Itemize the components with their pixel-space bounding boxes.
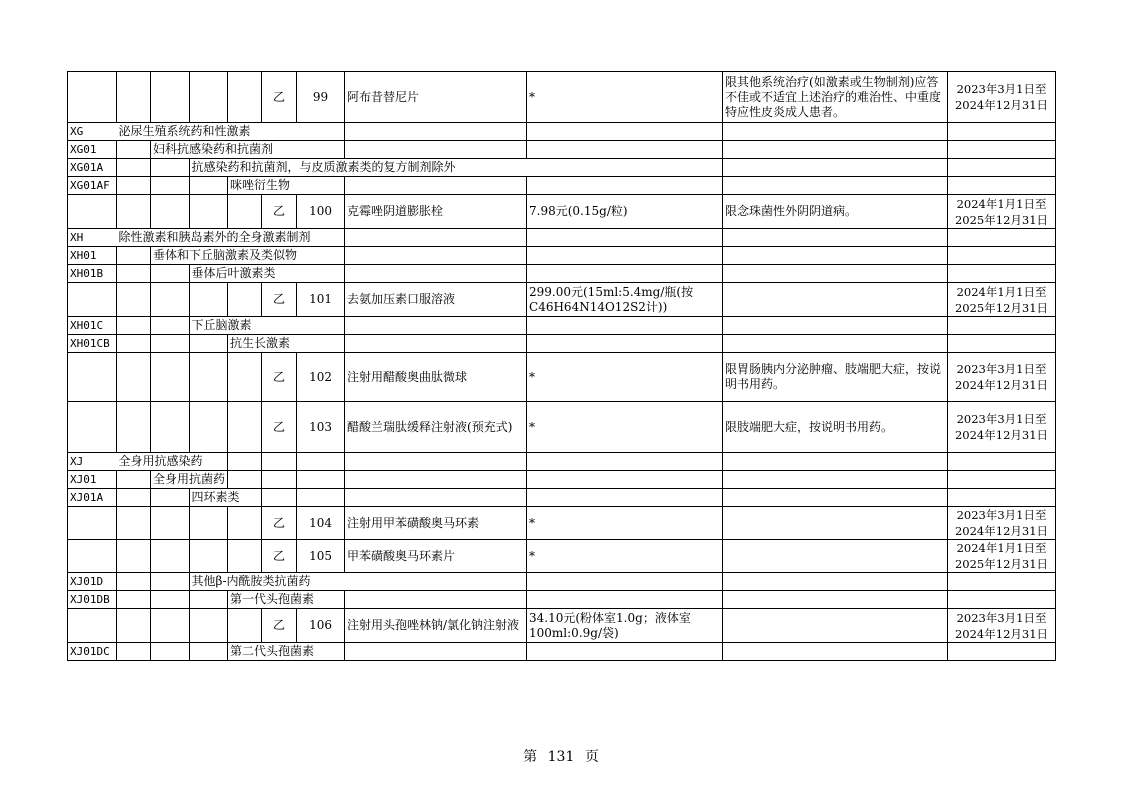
table-row bbox=[68, 195, 1056, 229]
remark-cell: 限胃肠胰内分泌肿瘤、肢端肥大症，按说明书用药。 bbox=[723, 353, 948, 402]
number-cell: 105 bbox=[297, 540, 345, 573]
category-label: 抗感染药和抗菌剂，与皮质激素类的复方制剂除外 bbox=[189, 159, 723, 177]
code-cell: XJ01A bbox=[68, 489, 117, 507]
category-label: 其他β-内酰胺类抗菌药 bbox=[189, 573, 527, 591]
page-prefix: 第 bbox=[523, 749, 538, 765]
grade-cell: 乙 bbox=[262, 402, 297, 453]
code-cell: XJ01D bbox=[68, 573, 117, 591]
number-cell: 99 bbox=[297, 72, 345, 123]
table-row bbox=[68, 335, 1056, 353]
code-cell: XG01 bbox=[68, 141, 117, 159]
price-cell: 299.00元(15ml:5.4mg/瓶(按C46H64N14O12S2计)) bbox=[527, 283, 723, 317]
code-cell: XJ01DC bbox=[68, 643, 117, 661]
grade-cell: 乙 bbox=[262, 609, 297, 643]
drug-name-cell: 阿布昔替尼片 bbox=[345, 72, 527, 123]
grade-cell: 乙 bbox=[262, 72, 297, 123]
date-cell: 2023年3月1日至2024年12月31日 bbox=[948, 609, 1056, 643]
number-cell: 100 bbox=[297, 195, 345, 229]
grade-cell: 乙 bbox=[262, 507, 297, 540]
table-row bbox=[68, 453, 1056, 471]
grade-cell: 乙 bbox=[262, 540, 297, 573]
table-row bbox=[68, 247, 1056, 265]
category-label: 下丘脑激素 bbox=[189, 317, 345, 335]
drug-name-cell: 注射用甲苯磺酸奥马环素 bbox=[345, 507, 527, 540]
table-row bbox=[68, 507, 1056, 540]
table-row bbox=[68, 402, 1056, 453]
category-label: 泌尿生殖系统药和性激素 bbox=[117, 123, 345, 141]
remark-cell bbox=[723, 540, 948, 573]
category-label: 第二代头孢菌素 bbox=[228, 643, 345, 661]
price-cell: 7.98元(0.15g/粒) bbox=[527, 195, 723, 229]
category-label: 垂体后叶激素类 bbox=[189, 265, 345, 283]
remark-cell: 限肢端肥大症，按说明书用药。 bbox=[723, 402, 948, 453]
category-label: 妇科抗感染药和抗菌剂 bbox=[151, 141, 345, 159]
number-cell: 102 bbox=[297, 353, 345, 402]
category-label: 第一代头孢菌素 bbox=[228, 591, 345, 609]
table-row bbox=[68, 229, 1056, 247]
category-label: 四环素类 bbox=[189, 489, 262, 507]
drug-catalog-table bbox=[67, 71, 1056, 661]
number-cell: 104 bbox=[297, 507, 345, 540]
price-cell: * bbox=[527, 540, 723, 573]
date-cell: 2023年3月1日至2024年12月31日 bbox=[948, 72, 1056, 123]
table-row bbox=[68, 177, 1056, 195]
code-cell: XG01AF bbox=[68, 177, 117, 195]
number-cell: 106 bbox=[297, 609, 345, 643]
table-row bbox=[68, 265, 1056, 283]
code-cell bbox=[68, 72, 117, 123]
category-label: 全身用抗感染药 bbox=[117, 453, 228, 471]
code-cell: XJ01DB bbox=[68, 591, 117, 609]
drug-name-cell: 醋酸兰瑞肽缓释注射液(预充式) bbox=[345, 402, 527, 453]
remark-cell bbox=[723, 609, 948, 643]
code-cell: XG01A bbox=[68, 159, 117, 177]
table-row bbox=[68, 283, 1056, 317]
remark-cell: 限念珠菌性外阴阴道病。 bbox=[723, 195, 948, 229]
code-cell: XH01C bbox=[68, 317, 117, 335]
price-cell: 34.10元(粉体室1.0g；液体室100ml:0.9g/袋) bbox=[527, 609, 723, 643]
category-label: 除性激素和胰岛素外的全身激素制剂 bbox=[117, 229, 345, 247]
page-number bbox=[0, 746, 1122, 766]
number-cell: 103 bbox=[297, 402, 345, 453]
date-cell: 2024年1月1日至2025年12月31日 bbox=[948, 540, 1056, 573]
price-cell: * bbox=[527, 402, 723, 453]
page-suffix: 页 bbox=[584, 749, 599, 765]
drug-name-cell: 克霉唑阴道膨胀栓 bbox=[345, 195, 527, 229]
table-row bbox=[68, 159, 1056, 177]
table-row bbox=[68, 72, 1056, 123]
category-label: 全身用抗菌药 bbox=[151, 471, 228, 489]
table-row bbox=[68, 643, 1056, 661]
page-number-value: 131 bbox=[547, 749, 575, 765]
table-row bbox=[68, 471, 1056, 489]
code-cell: XH bbox=[68, 229, 117, 247]
drug-name-cell: 去氨加压素口服溶液 bbox=[345, 283, 527, 317]
code-cell: XH01B bbox=[68, 265, 117, 283]
code-cell: XH01 bbox=[68, 247, 117, 265]
date-cell: 2024年1月1日至2025年12月31日 bbox=[948, 195, 1056, 229]
remark-cell bbox=[723, 507, 948, 540]
table-row bbox=[68, 489, 1056, 507]
table-row bbox=[68, 123, 1056, 141]
drug-name-cell: 注射用头孢唑林钠/氯化钠注射液 bbox=[345, 609, 527, 643]
number-cell: 101 bbox=[297, 283, 345, 317]
table-row bbox=[68, 609, 1056, 643]
table-row bbox=[68, 353, 1056, 402]
drug-name-cell: 甲苯磺酸奥马环素片 bbox=[345, 540, 527, 573]
grade-cell: 乙 bbox=[262, 283, 297, 317]
category-label: 垂体和下丘脑激素及类似物 bbox=[151, 247, 345, 265]
table-row bbox=[68, 317, 1056, 335]
grade-cell: 乙 bbox=[262, 195, 297, 229]
category-label: 抗生长激素 bbox=[228, 335, 345, 353]
date-cell: 2023年3月1日至2024年12月31日 bbox=[948, 353, 1056, 402]
category-label: 咪唑衍生物 bbox=[228, 177, 345, 195]
drug-name-cell: 注射用醋酸奥曲肽微球 bbox=[345, 353, 527, 402]
code-cell: XG bbox=[68, 123, 117, 141]
remark-cell bbox=[723, 283, 948, 317]
table-row bbox=[68, 141, 1056, 159]
remark-cell: 限其他系统治疗(如激素或生物制剂)应答不佳或不适宜上述治疗的难治性、中重度特应性皮炎成人患者。 bbox=[723, 72, 948, 123]
table-row bbox=[68, 591, 1056, 609]
grade-cell: 乙 bbox=[262, 353, 297, 402]
table-row bbox=[68, 573, 1056, 591]
price-cell: * bbox=[527, 72, 723, 123]
date-cell: 2023年3月1日至2024年12月31日 bbox=[948, 402, 1056, 453]
code-cell: XJ01 bbox=[68, 471, 117, 489]
price-cell: * bbox=[527, 353, 723, 402]
price-cell: * bbox=[527, 507, 723, 540]
date-cell: 2024年1月1日至2025年12月31日 bbox=[948, 283, 1056, 317]
table-row bbox=[68, 540, 1056, 573]
date-cell: 2023年3月1日至2024年12月31日 bbox=[948, 507, 1056, 540]
code-cell: XJ bbox=[68, 453, 117, 471]
code-cell: XH01CB bbox=[68, 335, 117, 353]
